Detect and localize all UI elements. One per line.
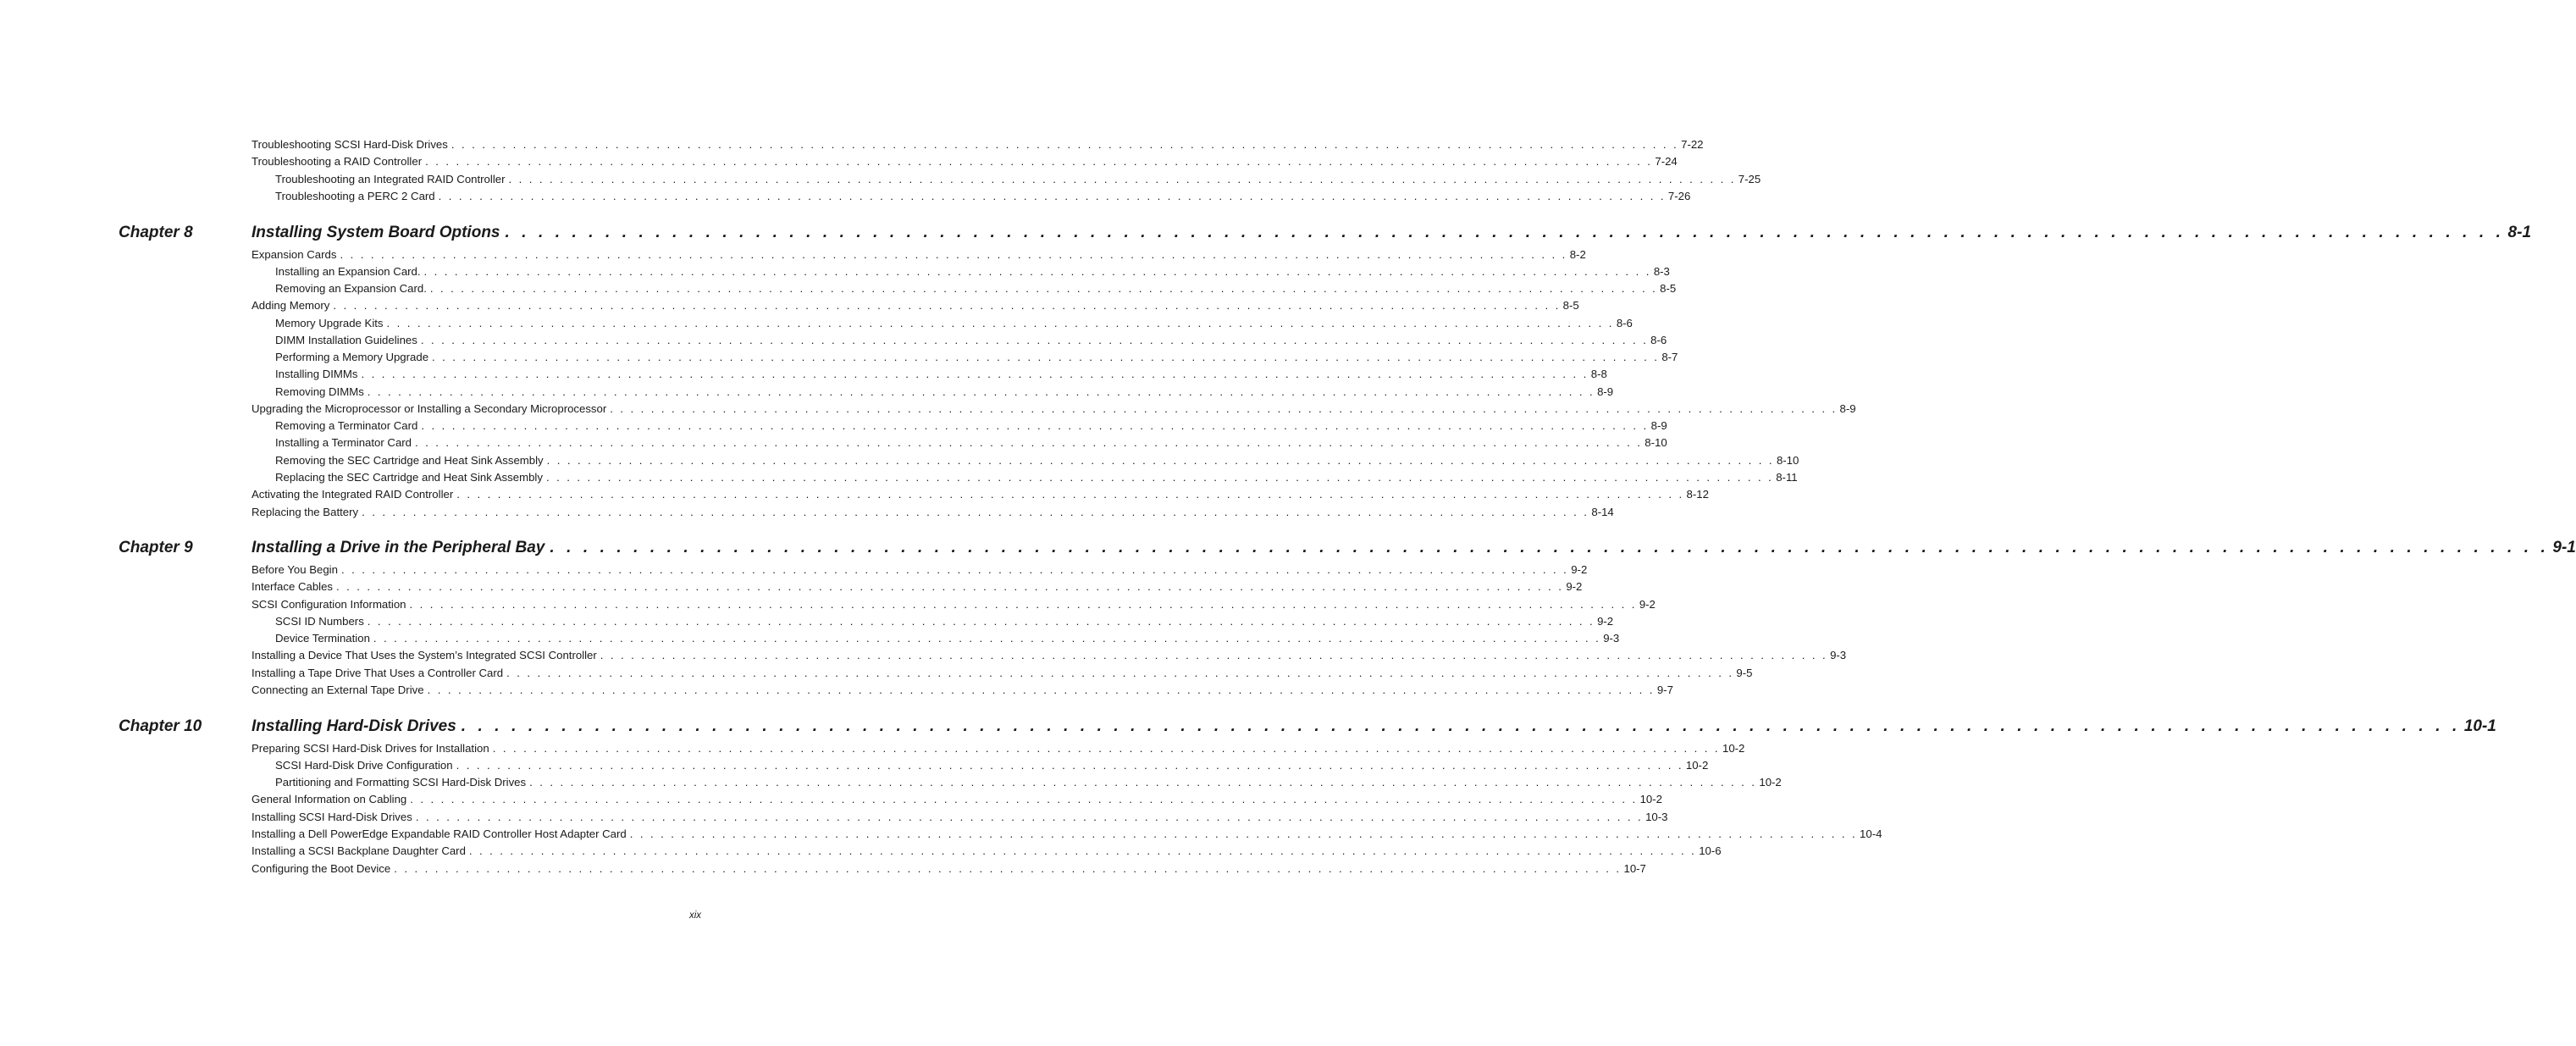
dot-leader: . . . . . . . . . . . . . . . . . . . . . . . . . . . . . . . . . . . . . . . . . . . . . . . . . . . . . . . . . . . . . . . . . . . . . . . . . . . . . . . . . . . . . . . . . . . . . . . . . . . . . . . . . . . . . . . . . . . . . . . . (409, 598, 1637, 611)
dot-leader: . . . . . . . . . . . . . . . . . . . . . . . . . . . . . . . . . . . . . . . . . . . . . . . . . . . . . . . . . . . . . . . . . . . . . . . . . . . . . . . . . . . . . . . . . . . . . . . . . . . . . . . . . . . . . . . . . . . . . . . . (545, 471, 1774, 484)
entry-page: 7-26 (1667, 190, 1691, 202)
entry-title: Memory Upgrade Kits (275, 317, 384, 329)
entry-page: 7-22 (1681, 138, 1704, 151)
entry-title: Adding Memory (252, 299, 330, 312)
chapter-heading[interactable] (252, 717, 2496, 736)
entry-page: 10-2 (1722, 742, 1745, 755)
entry-title: SCSI ID Numbers (275, 615, 364, 628)
entry-page: 9-2 (1597, 615, 1614, 628)
entry-title: Troubleshooting a PERC 2 Card (275, 190, 435, 202)
entry-page: 8-5 (1562, 299, 1579, 312)
toc-entry[interactable] (252, 248, 1586, 262)
entry-title: SCSI Hard-Disk Drive Configuration (275, 759, 453, 772)
entry-title: DIMM Installation Guidelines (275, 334, 417, 346)
toc-subentry[interactable] (275, 334, 1667, 347)
dot-leader: . . . . . . . . . . . . . . . . . . . . . . . . . . . . . . . . . . . . . . . . . . . . . . . . . . . . . . . . . . . . . . . . . . . . . . . . . . . . . . . . . . . . . . . . . . . . . . . . . . . . . . . . . . . . . . . . . . . . . . . . (456, 759, 1683, 772)
entry-title: Partitioning and Formatting SCSI Hard-Disk Drives (275, 776, 527, 789)
entry-title: Before You Begin (252, 563, 338, 576)
entry-title: Installing a Terminator Card (275, 436, 412, 449)
dot-leader: . . . . . . . . . . . . . . . . . . . . . . . . . . . . . . . . . . . . . . . . . . . . . . . . . . . . . . . . . . . . . . . . . . . . . . . . . . . . . . . . . . . . . . . . . . . . . . . . . . . . . . . . . . . . . . . . . . . . . . . . (492, 742, 1720, 755)
dot-leader: . . . . . . . . . . . . . . . . . . . . . . . . . . . . . . . . . . . . . . . . . . . . . . . . . . . . . . . . . . . . . . . . . . . . . . . . . . . . . . . . . . . . . . . . . . . . . . . . . . . . . . . . . . . . . . . . . . . . . . . . (610, 402, 1838, 415)
toc-subentry[interactable] (275, 173, 1761, 186)
toc-subentry[interactable] (275, 776, 1782, 789)
dot-leader: . . . . . . . . . . . . . . . . . . . . . . . . . . . . . . . . . . . . . . . . . . . . . . . . . . . . . . . . . . . . . . . . . . . . . . . . . . . . . . . . . . . . . . . . . . . . . . . . . . . . . . . . . . . . . . . . . . . . . . . . (415, 811, 1644, 823)
toc-subentry[interactable] (275, 317, 1633, 330)
toc-entry[interactable] (252, 506, 1614, 519)
entry-title: Troubleshooting SCSI Hard-Disk Drives (252, 138, 448, 151)
dot-leader: . . . . . . . . . . . . . . . . . . . . . . . . . . . . . . . . . . . . . . . . . . . . . . . . . . . . . . . . . . . . . . . . . . . . . . . . . . . . . . . . . . . . . . . . . . . . . . . . . . . . . . . . . . . . . . . . . . . . . . . . (367, 385, 1595, 398)
chapter-title: Installing Hard-Disk Drives (252, 717, 456, 735)
chapter-title: Installing a Drive in the Peripheral Bay (252, 539, 545, 556)
toc-entry[interactable] (252, 667, 1753, 680)
toc-subentry[interactable] (275, 265, 1670, 279)
toc-entry[interactable] (252, 563, 1588, 577)
entry-title: Installing a SCSI Backplane Daughter Card (252, 844, 466, 857)
chapter-label: Chapter 10 (119, 717, 202, 735)
entry-page: 8-12 (1686, 488, 1709, 501)
toc-subentry[interactable] (275, 632, 1620, 645)
entry-title: Installing DIMMs (275, 368, 358, 380)
dot-leader: . . . . . . . . . . . . . . . . . . . . . . . . . . . . . . . . . . . . . . . . . . . . . . . . . . . . . . . . . . . . . . . . . . . . . . . . . . . . . . . . . . . . . . . . . . . . . . . . . . . . . . . . . . . . . . . . . . . . . . . . (367, 615, 1595, 628)
entry-page: 8-10 (1776, 454, 1799, 467)
entry-page: 10-7 (1623, 862, 1646, 875)
entry-title: Device Termination (275, 632, 370, 645)
chapter-heading[interactable] (252, 539, 2576, 557)
entry-page: 9-3 (1603, 632, 1620, 645)
dot-leader: . . . . . . . . . . . . . . . . . . . . . . . . . . . . . . . . . . . . . . . . . . . . . . . . . . . . . . . . . . . . . . . . . . . . . . . . . . . . . . . . . . . . . . . . . . . . . . . . . . . . . . . . . . . . . . . . . . . . . . . . (550, 539, 2550, 556)
chapter-page: 9-1 (2552, 539, 2576, 556)
entry-page: 9-5 (1736, 667, 1753, 679)
toc-entry[interactable] (252, 138, 1704, 152)
entry-page: 10-6 (1699, 844, 1722, 857)
entry-page: 8-10 (1645, 436, 1667, 449)
chapter-title: Installing System Board Options (252, 224, 500, 241)
entry-title: Removing DIMMs (275, 385, 364, 398)
toc-subentry[interactable] (275, 419, 1667, 433)
entry-title: SCSI Configuration Information (252, 598, 406, 611)
entry-page: 10-2 (1639, 793, 1662, 805)
page-number: xix (688, 910, 701, 921)
toc-subentry[interactable] (275, 436, 1667, 450)
toc-entry[interactable] (252, 580, 1583, 594)
entry-page: 9-2 (1571, 563, 1588, 576)
entry-title: Expansion Cards (252, 248, 337, 261)
entry-title: Installing SCSI Hard-Disk Drives (252, 811, 412, 823)
dot-leader: . . . . . . . . . . . . . . . . . . . . . . . . . . . . . . . . . . . . . . . . . . . . . . . . . . . . . . . . . . . . . . . . . . . . . . . . . . . . . . . . . . . . . . . . . . . . . . . . . . . . . . . . . . . . . . . . . . . . . . . . (421, 419, 1649, 432)
entry-title: Replacing the Battery (252, 506, 359, 518)
entry-title: Troubleshooting an Integrated RAID Controller (275, 173, 506, 185)
dot-leader: . . . . . . . . . . . . . . . . . . . . . . . . . . . . . . . . . . . . . . . . . . . . . . . . . . . . . . . . . . . . . . . . . . . . . . . . . . . . . . . . . . . . . . . . . . . . . . . . . . . . . . . . . . . . . . . . . . . . . . . . (529, 776, 1757, 789)
entry-page: 8-6 (1616, 317, 1633, 329)
entry-page: 7-24 (1655, 155, 1678, 168)
entry-page: 9-2 (1566, 580, 1583, 593)
entry-title: Installing a Device That Uses the System’s Integrated SCSI Controller (252, 649, 597, 661)
chapter-label: Chapter 9 (119, 539, 193, 556)
dot-leader: . . . . . . . . . . . . . . . . . . . . . . . . . . . . . . . . . . . . . . . . . . . . . . . . . . . . . . . . . . . . . . . . . . . . . . . . . . . . . . . . . . . . . . . . . . . . . . . . . . . . . . . . . . . . . . . . . . . . . . . . (420, 334, 1649, 346)
dot-leader: . . . . . . . . . . . . . . . . . . . . . . . . . . . . . . . . . . . . . . . . . . . . . . . . . . . . . . . . . . . . . . . . . . . . . . . . . . . . . . . . . . . . . . . . . . . . . . . . . . . . . . . . . . . . . . . . . . . . . . . . (423, 265, 1651, 278)
entry-page: 10-3 (1645, 811, 1668, 823)
dot-leader: . . . . . . . . . . . . . . . . . . . . . . . . . . . . . . . . . . . . . . . . . . . . . . . . . . . . . . . . . . . . . . . . . . . . . . . . . . . . . . . . . . . . . . . . . . . . . . . . . . . . . . . . . . . . . . . . . . . . . . . . (361, 368, 1589, 380)
toc-subentry[interactable] (275, 454, 1799, 468)
toc-entry[interactable] (252, 299, 1579, 313)
chapter-label: Chapter 8 (119, 224, 193, 241)
entry-page: 8-3 (1653, 265, 1670, 278)
dot-leader: . . . . . . . . . . . . . . . . . . . . . . . . . . . . . . . . . . . . . . . . . . . . . . . . . . . . . . . . . . . . . . . . . . . . . . . . . . . . . . . . . . . . . . . . . . . . . . . . . . . . . . . . . . . . . . . . . . . . . . . . (429, 282, 1658, 295)
entry-page: 10-4 (1860, 827, 1882, 840)
dot-leader: . . . . . . . . . . . . . . . . . . . . . . . . . . . . . . . . . . . . . . . . . . . . . . . . . . . . . . . . . . . . . . . . . . . . . . . . . . . . . . . . . . . . . . . . . . . . . . . . . . . . . . . . . . . . . . . . . . . . . . . . (456, 488, 1684, 501)
toc-subentry[interactable] (275, 351, 1678, 364)
dot-leader: . . . . . . . . . . . . . . . . . . . . . . . . . . . . . . . . . . . . . . . . . . . . . . . . . . . . . . . . . . . . . . . . . . . . . . . . . . . . . . . . . . . . . . . . . . . . . . . . . . . . . . . . . . . . . . . . . . . . . . . . (340, 248, 1567, 261)
dot-leader: . . . . . . . . . . . . . . . . . . . . . . . . . . . . . . . . . . . . . . . . . . . . . . . . . . . . . . . . . . . . . . . . . . . . . . . . . . . . . . . . . . . . . . . . . . . . . . . . . . . . . . . . . . . . . . . . . . . . . . . . (468, 844, 1697, 857)
dot-leader: . . . . . . . . . . . . . . . . . . . . . . . . . . . . . . . . . . . . . . . . . . . . . . . . . . . . . . . . . . . . . . . . . . . . . . . . . . . . . . . . . . . . . . . . . . . . . . . . . . . . . . . . . . . . . . . . . . . . . . . . (386, 317, 1614, 329)
entry-title: General Information on Cabling (252, 793, 407, 805)
entry-page: 8-5 (1660, 282, 1677, 295)
toc-entry[interactable] (252, 742, 1745, 755)
dot-leader: . . . . . . . . . . . . . . . . . . . . . . . . . . . . . . . . . . . . . . . . . . . . . . . . . . . . . . . . . . . . . . . . . . . . . . . . . . . . . . . . . . . . . . . . . . . . . . . . . . . . . . . . . . . . . . . . . . . . . . . . (427, 683, 1655, 696)
entry-page: 8-7 (1661, 351, 1678, 363)
entry-title: Troubleshooting a RAID Controller (252, 155, 423, 168)
dot-leader: . . . . . . . . . . . . . . . . . . . . . . . . . . . . . . . . . . . . . . . . . . . . . . . . . . . . . . . . . . . . . . . . . . . . . . . . . . . . . . . . . . . . . . . . . . . . . . . . . . . . . . . . . . . . . . . . . . . . . . . . (336, 580, 1564, 593)
dot-leader: . . . . . . . . . . . . . . . . . . . . . . . . . . . . . . . . . . . . . . . . . . . . . . . . . . . . . . . . . . . . . . . . . . . . . . . . . . . . . . . . . . . . . . . . . . . . . . . . . . . . . . . . . . . . . . . . . . . . . . . . (432, 351, 1660, 363)
dot-leader: . . . . . . . . . . . . . . . . . . . . . . . . . . . . . . . . . . . . . . . . . . . . . . . . . . . . . . . . . . . . . . . . . . . . . . . . . . . . . . . . . . . . . . . . . . . . . . . . . . . . . . . . . . . . . . . . . . . . . . . . (451, 138, 1679, 151)
toc-entry[interactable] (252, 793, 1662, 806)
dot-leader: . . . . . . . . . . . . . . . . . . . . . . . . . . . . . . . . . . . . . . . . . . . . . . . . . . . . . . . . . . . . . . . . . . . . . . . . . . . . . . . . . . . . . . . . . . . . . . . . . . . . . . . . . . . . . . . . . . . . . . . . (506, 667, 1734, 679)
toc-entry[interactable] (252, 598, 1656, 612)
dot-leader: . . . . . . . . . . . . . . . . . . . . . . . . . . . . . . . . . . . . . . . . . . . . . . . . . . . . . . . . . . . . . . . . . . . . . . . . . . . . . . . . . . . . . . . . . . . . . . . . . . . . . . . . . . . . . . . . . . . . . . . . (505, 224, 2505, 241)
entry-page: 7-25 (1738, 173, 1761, 185)
toc-subentry[interactable] (275, 471, 1798, 484)
toc-entry[interactable] (252, 827, 1882, 841)
entry-title: Removing a Terminator Card (275, 419, 418, 432)
entry-page: 9-7 (1656, 683, 1673, 696)
chapter-heading[interactable] (252, 224, 2532, 242)
entry-title: Removing the SEC Cartridge and Heat Sink Assembly (275, 454, 544, 467)
dot-leader: . . . . . . . . . . . . . . . . . . . . . . . . . . . . . . . . . . . . . . . . . . . . . . . . . . . . . . . . . . . . . . . . . . . . . . . . . . . . . . . . . . . . . . . . . . . . . . . . . . . . . . . . . . . . . . . . . . . . . . . . (410, 793, 1638, 805)
entry-title: Configuring the Boot Device (252, 862, 391, 875)
toc-entry[interactable] (252, 649, 1847, 662)
entry-title: Interface Cables (252, 580, 334, 593)
dot-leader: . . . . . . . . . . . . . . . . . . . . . . . . . . . . . . . . . . . . . . . . . . . . . . . . . . . . . . . . . . . . . . . . . . . . . . . . . . . . . . . . . . . . . . . . . . . . . . . . . . . . . . . . . . . . . . . . . . . . . . . . (438, 190, 1666, 202)
entry-title: Upgrading the Microprocessor or Installing a Secondary Microprocessor (252, 402, 607, 415)
entry-title: Removing an Expansion Card. (275, 282, 427, 295)
entry-page: 9-3 (1830, 649, 1847, 661)
toc-entry[interactable] (252, 155, 1678, 169)
toc-subentry[interactable] (275, 190, 1691, 203)
entry-page: 10-2 (1759, 776, 1782, 789)
toc-entry[interactable] (252, 488, 1709, 501)
entry-title: Performing a Memory Upgrade (275, 351, 429, 363)
entry-page: 10-2 (1685, 759, 1709, 772)
dot-leader: . . . . . . . . . . . . . . . . . . . . . . . . . . . . . . . . . . . . . . . . . . . . . . . . . . . . . . . . . . . . . . . . . . . . . . . . . . . . . . . . . . . . . . . . . . . . . . . . . . . . . . . . . . . . . . . . . . . . . . . . (461, 717, 2461, 735)
dot-leader: . . . . . . . . . . . . . . . . . . . . . . . . . . . . . . . . . . . . . . . . . . . . . . . . . . . . . . . . . . . . . . . . . . . . . . . . . . . . . . . . . . . . . . . . . . . . . . . . . . . . . . . . . . . . . . . . . . . . . . . . (362, 506, 1589, 518)
entry-page: 8-11 (1776, 471, 1798, 484)
dot-leader: . . . . . . . . . . . . . . . . . . . . . . . . . . . . . . . . . . . . . . . . . . . . . . . . . . . . . . . . . . . . . . . . . . . . . . . . . . . . . . . . . . . . . . . . . . . . . . . . . . . . . . . . . . . . . . . . . . . . . . . . (629, 827, 1858, 840)
entry-title: Connecting an External Tape Drive (252, 683, 424, 696)
entry-page: 8-9 (1839, 402, 1856, 415)
entry-title: Installing an Expansion Card. (275, 265, 421, 278)
entry-page: 8-9 (1650, 419, 1667, 432)
dot-leader: . . . . . . . . . . . . . . . . . . . . . . . . . . . . . . . . . . . . . . . . . . . . . . . . . . . . . . . . . . . . . . . . . . . . . . . . . . . . . . . . . . . . . . . . . . . . . . . . . . . . . . . . . . . . . . . . . . . . . . . . (415, 436, 1643, 449)
toc-entry[interactable] (252, 862, 1646, 876)
toc-entry[interactable] (252, 402, 1856, 416)
chapter-page: 10-1 (2463, 717, 2496, 735)
dot-leader: . . . . . . . . . . . . . . . . . . . . . . . . . . . . . . . . . . . . . . . . . . . . . . . . . . . . . . . . . . . . . . . . . . . . . . . . . . . . . . . . . . . . . . . . . . . . . . . . . . . . . . . . . . . . . . . . . . . . . . . . (333, 299, 1561, 312)
toc-subentry[interactable] (275, 385, 1614, 399)
dot-leader: . . . . . . . . . . . . . . . . . . . . . . . . . . . . . . . . . . . . . . . . . . . . . . . . . . . . . . . . . . . . . . . . . . . . . . . . . . . . . . . . . . . . . . . . . . . . . . . . . . . . . . . . . . . . . . . . . . . . . . . . (600, 649, 1828, 661)
entry-page: 8-14 (1591, 506, 1614, 518)
entry-title: Installing a Dell PowerEdge Expandable RAID Controller Host Adapter Card (252, 827, 627, 840)
toc-subentry[interactable] (275, 282, 1677, 296)
entry-page: 8-6 (1650, 334, 1667, 346)
entry-page: 8-2 (1569, 248, 1586, 261)
dot-leader: . . . . . . . . . . . . . . . . . . . . . . . . . . . . . . . . . . . . . . . . . . . . . . . . . . . . . . . . . . . . . . . . . . . . . . . . . . . . . . . . . . . . . . . . . . . . . . . . . . . . . . . . . . . . . . . . . . . . . . . . (340, 563, 1569, 576)
dot-leader: . . . . . . . . . . . . . . . . . . . . . . . . . . . . . . . . . . . . . . . . . . . . . . . . . . . . . . . . . . . . . . . . . . . . . . . . . . . . . . . . . . . . . . . . . . . . . . . . . . . . . . . . . . . . . . . . . . . . . . . . (546, 454, 1774, 467)
entry-title: Preparing SCSI Hard-Disk Drives for Installation (252, 742, 489, 755)
dot-leader: . . . . . . . . . . . . . . . . . . . . . . . . . . . . . . . . . . . . . . . . . . . . . . . . . . . . . . . . . . . . . . . . . . . . . . . . . . . . . . . . . . . . . . . . . . . . . . . . . . . . . . . . . . . . . . . . . . . . . . . . (508, 173, 1736, 185)
entry-page: 8-8 (1590, 368, 1607, 380)
toc-entry[interactable] (252, 844, 1722, 858)
toc-entry[interactable] (252, 683, 1673, 697)
toc-subentry[interactable] (275, 759, 1709, 772)
dot-leader: . . . . . . . . . . . . . . . . . . . . . . . . . . . . . . . . . . . . . . . . . . . . . . . . . . . . . . . . . . . . . . . . . . . . . . . . . . . . . . . . . . . . . . . . . . . . . . . . . . . . . . . . . . . . . . . . . . . . . . . . (373, 632, 1601, 645)
dot-leader: . . . . . . . . . . . . . . . . . . . . . . . . . . . . . . . . . . . . . . . . . . . . . . . . . . . . . . . . . . . . . . . . . . . . . . . . . . . . . . . . . . . . . . . . . . . . . . . . . . . . . . . . . . . . . . . . . . . . . . . . (425, 155, 1653, 168)
entry-title: Replacing the SEC Cartridge and Heat Sink Assembly (275, 471, 543, 484)
toc-subentry[interactable] (275, 615, 1614, 628)
toc-subentry[interactable] (275, 368, 1607, 381)
entry-page: 8-9 (1597, 385, 1614, 398)
toc-entry[interactable] (252, 811, 1668, 824)
chapter-page: 8-1 (2507, 224, 2532, 241)
entry-title: Activating the Integrated RAID Controller (252, 488, 454, 501)
entry-page: 9-2 (1639, 598, 1656, 611)
dot-leader: . . . . . . . . . . . . . . . . . . . . . . . . . . . . . . . . . . . . . . . . . . . . . . . . . . . . . . . . . . . . . . . . . . . . . . . . . . . . . . . . . . . . . . . . . . . . . . . . . . . . . . . . . . . . . . . . . . . . . . . . (394, 862, 1622, 875)
entry-title: Installing a Tape Drive That Uses a Controller Card (252, 667, 504, 679)
